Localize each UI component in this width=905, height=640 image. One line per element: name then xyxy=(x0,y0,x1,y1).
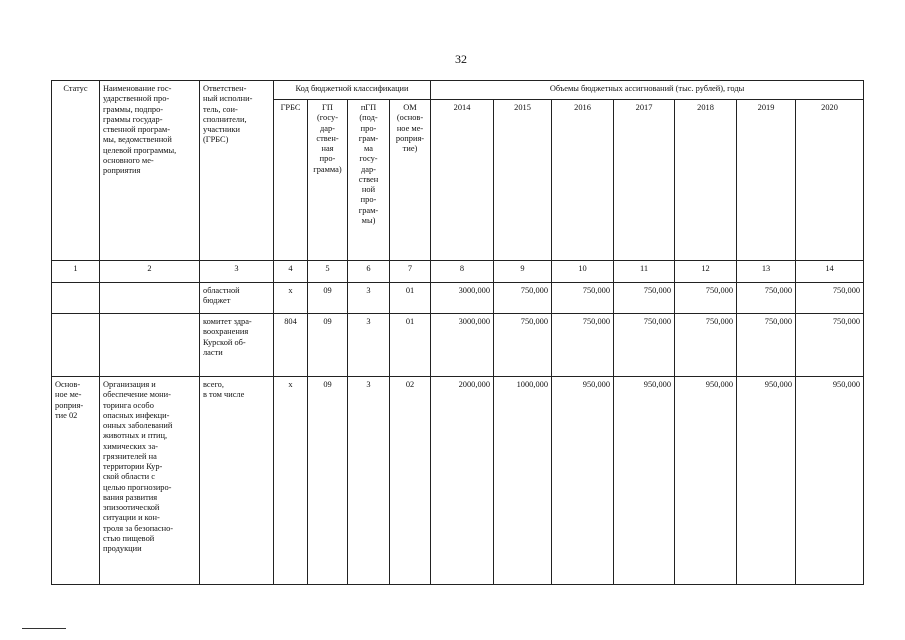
column-number: 13 xyxy=(737,261,796,283)
cell-amount: 750,000 xyxy=(552,314,614,377)
cell-amount: 950,000 xyxy=(552,377,614,585)
cell-amount: 750,000 xyxy=(675,283,737,314)
cell-grbs: 804 xyxy=(274,314,308,377)
header-status: Статус xyxy=(52,81,100,261)
header-program-name: Наименование гос- ударственной про- граммы, подпро- граммы государ- ственной програм- мы, ведомственной целевой программы, основного ме- роприятия xyxy=(100,81,200,261)
header-year: 2019 xyxy=(737,100,796,261)
header-row-top xyxy=(52,81,864,100)
cell-amount: 750,000 xyxy=(614,314,675,377)
header-pgp: пГП (под- про- грам- ма госу- дар- ствен ной про- грам- мы) xyxy=(348,100,390,261)
cell-pgp: 3 xyxy=(348,377,390,585)
cell-program-name xyxy=(100,314,200,377)
cell-grbs: х xyxy=(274,283,308,314)
column-number: 10 xyxy=(552,261,614,283)
table-row xyxy=(52,314,864,377)
column-number: 9 xyxy=(494,261,552,283)
cell-responsible: всего, в том числе xyxy=(200,377,274,585)
column-number: 6 xyxy=(348,261,390,283)
column-number: 8 xyxy=(431,261,494,283)
cell-amount: 750,000 xyxy=(796,314,864,377)
cell-amount: 750,000 xyxy=(675,314,737,377)
cell-amount: 750,000 xyxy=(737,314,796,377)
footer-rule xyxy=(22,628,66,629)
column-number: 11 xyxy=(614,261,675,283)
cell-om: 02 xyxy=(390,377,431,585)
cell-amount: 950,000 xyxy=(737,377,796,585)
cell-amount: 3000,000 xyxy=(431,314,494,377)
cell-pgp: 3 xyxy=(348,314,390,377)
header-year: 2017 xyxy=(614,100,675,261)
cell-om: 01 xyxy=(390,314,431,377)
header-year: 2016 xyxy=(552,100,614,261)
cell-amount: 950,000 xyxy=(796,377,864,585)
cell-responsible: областной бюджет xyxy=(200,283,274,314)
header-budget-code: Код бюджетной классификации xyxy=(274,81,431,100)
header-volumes: Объемы бюджетных ассигнований (тыс. рублей), годы xyxy=(431,81,864,100)
cell-amount: 750,000 xyxy=(796,283,864,314)
header-year: 2020 xyxy=(796,100,864,261)
header-om: ОМ (основ- ное ме- роприя- тие) xyxy=(390,100,431,261)
header-year: 2018 xyxy=(675,100,737,261)
cell-pgp: 3 xyxy=(348,283,390,314)
cell-grbs: х xyxy=(274,377,308,585)
cell-amount: 950,000 xyxy=(675,377,737,585)
cell-amount: 750,000 xyxy=(494,314,552,377)
page-number: 32 xyxy=(455,52,467,66)
header-responsible: Ответствен- ный исполни- тель, сои- сполнители, участники (ГРБС) xyxy=(200,81,274,261)
cell-status xyxy=(52,283,100,314)
cell-gp: 09 xyxy=(308,314,348,377)
column-number: 14 xyxy=(796,261,864,283)
cell-program-name xyxy=(100,283,200,314)
column-number: 1 xyxy=(52,261,100,283)
budget-allocation-table xyxy=(51,80,864,585)
column-number-row xyxy=(52,261,864,283)
column-number: 4 xyxy=(274,261,308,283)
header-grbs: ГРБС xyxy=(274,100,308,261)
header-year: 2015 xyxy=(494,100,552,261)
column-number: 2 xyxy=(100,261,200,283)
cell-om: 01 xyxy=(390,283,431,314)
cell-amount: 750,000 xyxy=(614,283,675,314)
table-row xyxy=(52,377,864,585)
cell-responsible: комитет здра- воохранения Курской об- ласти xyxy=(200,314,274,377)
column-number: 12 xyxy=(675,261,737,283)
cell-amount: 2000,000 xyxy=(431,377,494,585)
cell-amount: 750,000 xyxy=(737,283,796,314)
cell-amount: 750,000 xyxy=(552,283,614,314)
cell-program-name: Организация и обеспечение мони- торинга особо опасных инфекци- онных заболеваний животных и птиц, химических за- грязнителей на территории Кур- ской области с целью прогнозиро- вания развития эпизоотической ситуации и кон- троля за безопасно- стью пищевой продукции xyxy=(100,377,200,585)
column-number: 7 xyxy=(390,261,431,283)
cell-amount: 1000,000 xyxy=(494,377,552,585)
cell-amount: 950,000 xyxy=(614,377,675,585)
cell-status: Основ- ное ме- роприя- тие 02 xyxy=(52,377,100,585)
cell-gp: 09 xyxy=(308,283,348,314)
table-row xyxy=(52,283,864,314)
column-number: 3 xyxy=(200,261,274,283)
header-gp: ГП (госу- дар- ствен- ная про- грамма) xyxy=(308,100,348,261)
cell-gp: 09 xyxy=(308,377,348,585)
header-year: 2014 xyxy=(431,100,494,261)
cell-amount: 750,000 xyxy=(494,283,552,314)
cell-status xyxy=(52,314,100,377)
column-number: 5 xyxy=(308,261,348,283)
cell-amount: 3000,000 xyxy=(431,283,494,314)
